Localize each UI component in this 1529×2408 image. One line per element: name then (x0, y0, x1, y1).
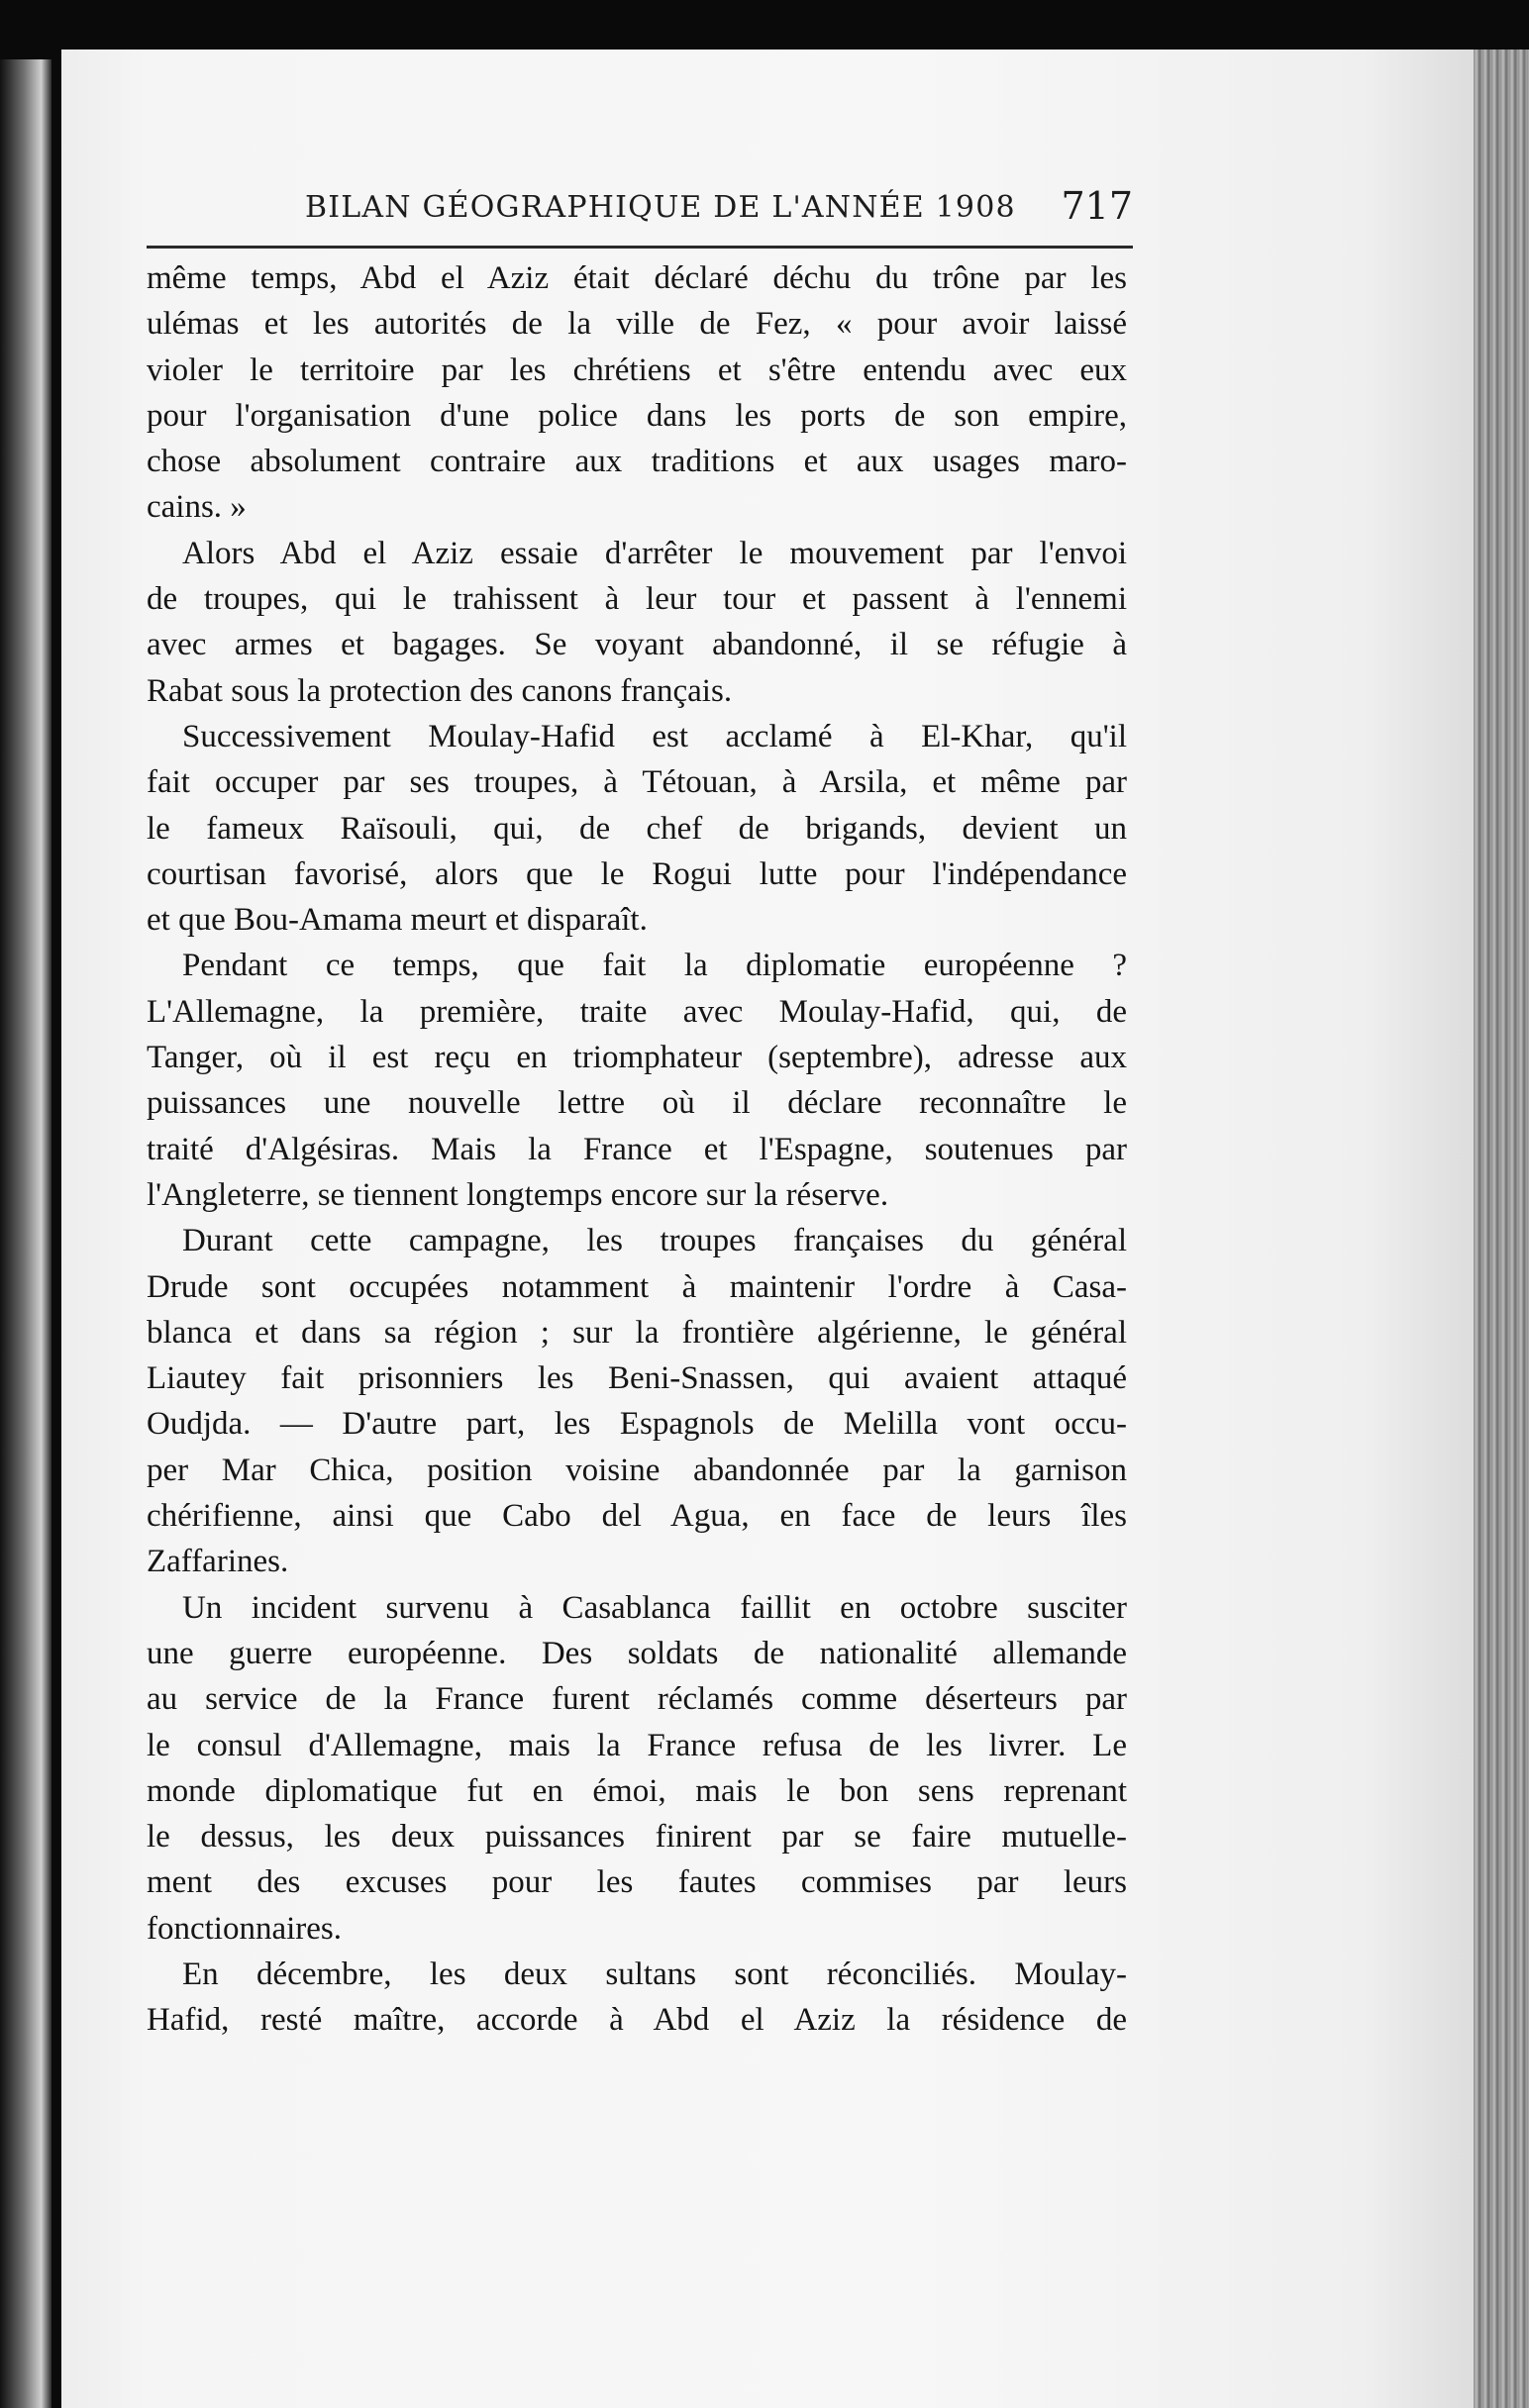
page-number: 717 (1061, 184, 1133, 228)
text-line: le consul d'Allemagne, mais la France refusa de les livrer. Le (147, 1727, 1127, 1763)
text-line: Successivement Moulay-Hafid est acclamé à El-Khar, qu'il (182, 718, 1127, 754)
text-line: et que Bou-Amama meurt et disparaît. (147, 902, 648, 939)
text-line: L'Allemagne, la première, traite avec Moulay-Hafid, qui, de (147, 993, 1127, 1030)
text-line: une guerre européenne. Des soldats de nationalité allemande (147, 1635, 1127, 1671)
text-line: le dessus, les deux puissances finirent par se faire mutuelle- (147, 1819, 1127, 1856)
text-line: l'Angleterre, se tiennent longtemps encore sur la réserve. (147, 1176, 889, 1213)
text-line: per Mar Chica, position voisine abandonnée par la garnison (147, 1452, 1127, 1488)
text-line: le fameux Raïsouli, qui, de chef de brigands, devient un (147, 810, 1127, 847)
text-line: de troupes, qui le trahissent à leur tour et passent à l'ennemi (147, 581, 1127, 618)
text-line: Zaffarines. (147, 1544, 289, 1580)
text-line: Un incident survenu à Casablanca faillit en octobre susciter (182, 1589, 1127, 1626)
body-text (147, 255, 1127, 2044)
text-line: Liautey fait prisonniers les Beni-Snassen, qui avaient attaqué (147, 1360, 1127, 1397)
text-line: Oudjda. — D'autre part, les Espagnols de Melilla vont occu- (147, 1406, 1127, 1443)
text-line: violer le territoire par les chrétiens et s'être entendu avec eux (147, 351, 1127, 388)
facing-page-edge (0, 59, 51, 2408)
text-line: puissances une nouvelle lettre où il déclare reconnaître le (147, 1085, 1127, 1122)
text-line: cains. » (147, 489, 247, 526)
text-line: fonctionnaires. (147, 1910, 343, 1947)
running-title: BILAN GÉOGRAPHIQUE DE L'ANNÉE 1908 (305, 190, 1016, 225)
text-line: avec armes et bagages. Se voyant abandonné, il se réfugie à (147, 627, 1127, 663)
text-line: Hafid, resté maître, accorde à Abd el Aziz la résidence de (147, 2002, 1127, 2039)
text-line: Rabat sous la protection des canons français. (147, 672, 733, 709)
text-line: courtisan favorisé, alors que le Rogui lutte pour l'indépendance (147, 855, 1127, 892)
text-line: au service de la France furent réclamés comme déserteurs par (147, 1681, 1127, 1718)
text-line: En décembre, les deux sultans sont réconciliés. Moulay- (182, 1956, 1127, 1992)
page-stack-edge (1474, 50, 1529, 2408)
text-line: chose absolument contraire aux traditions et aux usages maro- (147, 444, 1127, 480)
text-line: ulémas et les autorités de la ville de Fez, « pour avoir laissé (147, 306, 1127, 343)
text-line: chérifienne, ainsi que Cabo del Agua, en face de leurs îles (147, 1498, 1127, 1535)
text-line: traité d'Algésiras. Mais la France et l'Espagne, soutenues par (147, 1131, 1127, 1167)
text-line: Tanger, où il est reçu en triomphateur (septembre), adresse aux (147, 1040, 1127, 1076)
running-header (147, 182, 1133, 238)
text-line: Drude sont occupées notamment à maintenir l'ordre à Casa- (147, 1268, 1127, 1305)
header-rule (147, 246, 1133, 249)
text-line: Durant cette campagne, les troupes françaises du général (182, 1223, 1127, 1259)
text-line: blanca et dans sa région ; sur la frontière algérienne, le général (147, 1314, 1127, 1351)
text-line: ment des excuses pour les fautes commises par leurs (147, 1864, 1127, 1901)
text-line: Alors Abd el Aziz essaie d'arrêter le mouvement par l'envoi (182, 535, 1127, 571)
text-line: Pendant ce temps, que fait la diplomatie européenne ? (182, 948, 1127, 984)
text-line: monde diplomatique fut en émoi, mais le bon sens reprenant (147, 1772, 1127, 1809)
text-line: pour l'organisation d'une police dans les ports de son empire, (147, 397, 1127, 434)
text-line: fait occuper par ses troupes, à Tétouan, à Arsila, et même par (147, 764, 1127, 801)
text-line: même temps, Abd el Aziz était déclaré déchu du trône par les (147, 260, 1127, 296)
